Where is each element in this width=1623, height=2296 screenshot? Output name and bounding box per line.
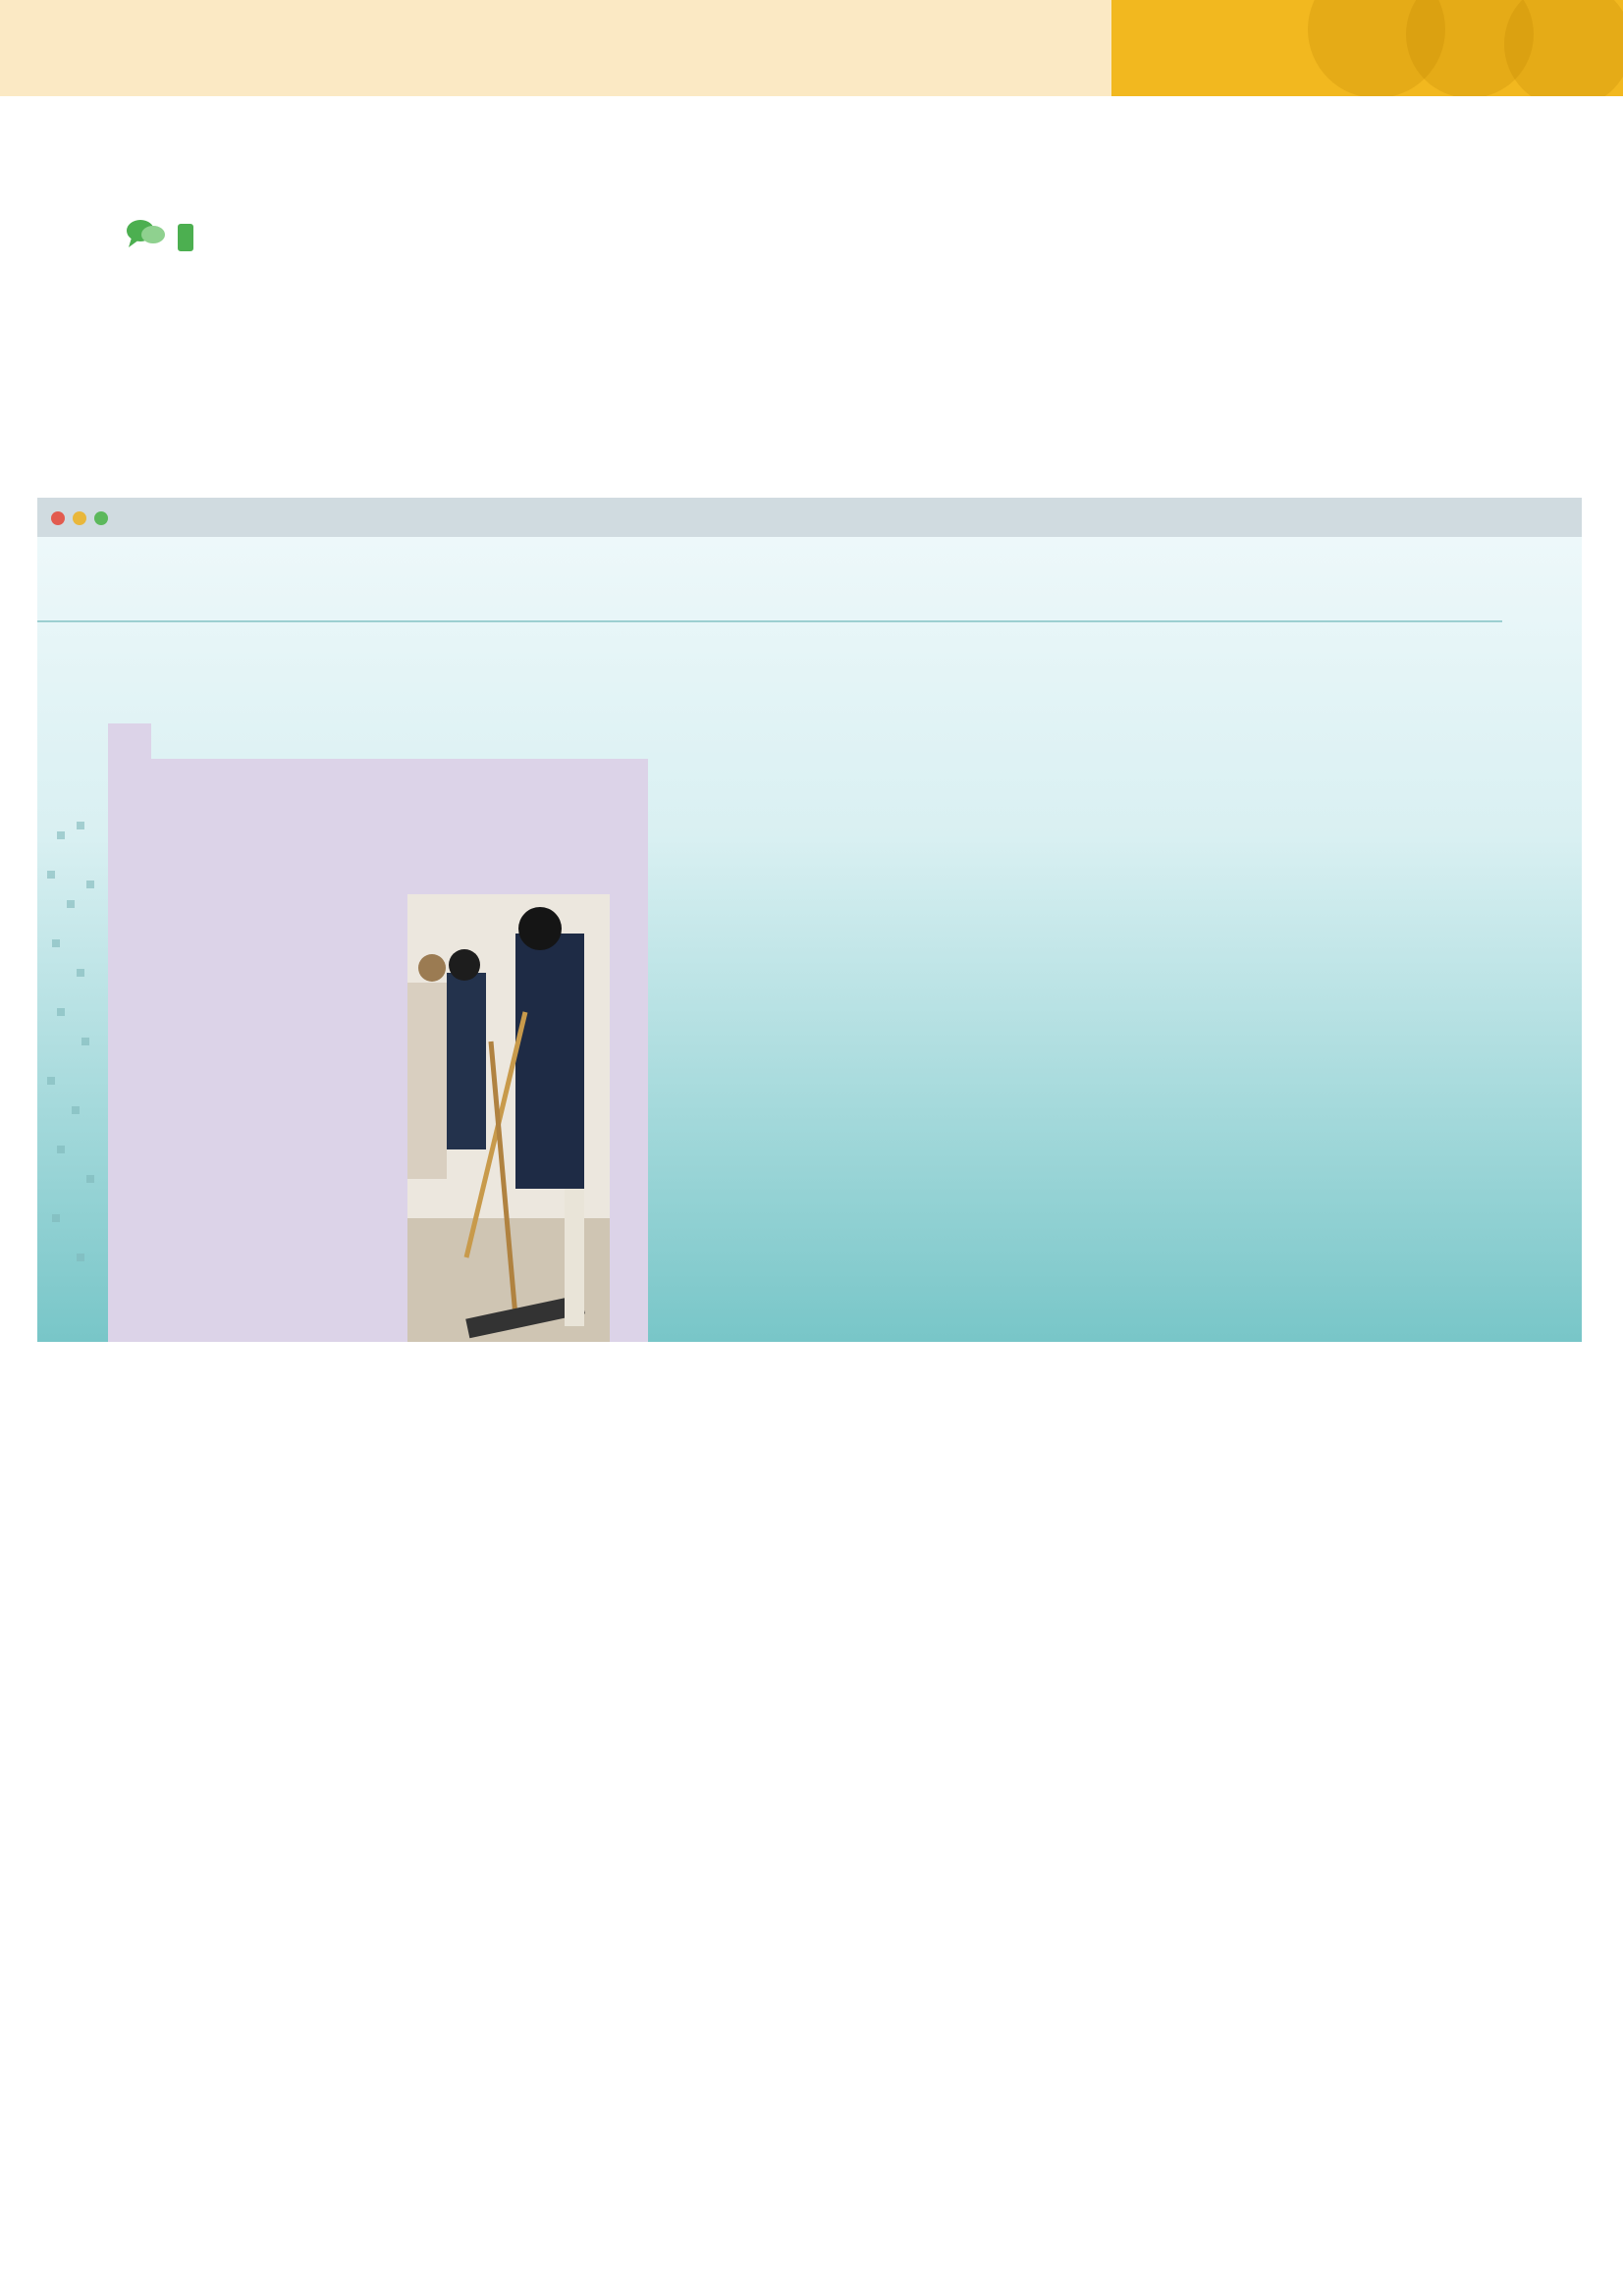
japan-sweeping-photo	[407, 894, 610, 1342]
title-divider	[37, 620, 1502, 622]
japan-heading	[108, 723, 151, 765]
question-item	[123, 370, 136, 398]
minimize-dot-icon	[73, 511, 86, 525]
speech-bubble-icon	[126, 218, 167, 249]
header-lesson-bar	[1111, 0, 1623, 96]
question-item	[123, 261, 136, 289]
think-share-badge	[178, 224, 193, 251]
question-item	[123, 297, 136, 325]
question-item	[123, 334, 136, 361]
window-titlebar	[37, 498, 1582, 537]
close-dot-icon	[51, 511, 65, 525]
article-window	[37, 498, 1582, 1342]
header-objective-bar	[0, 0, 1111, 96]
maximize-dot-icon	[94, 511, 108, 525]
